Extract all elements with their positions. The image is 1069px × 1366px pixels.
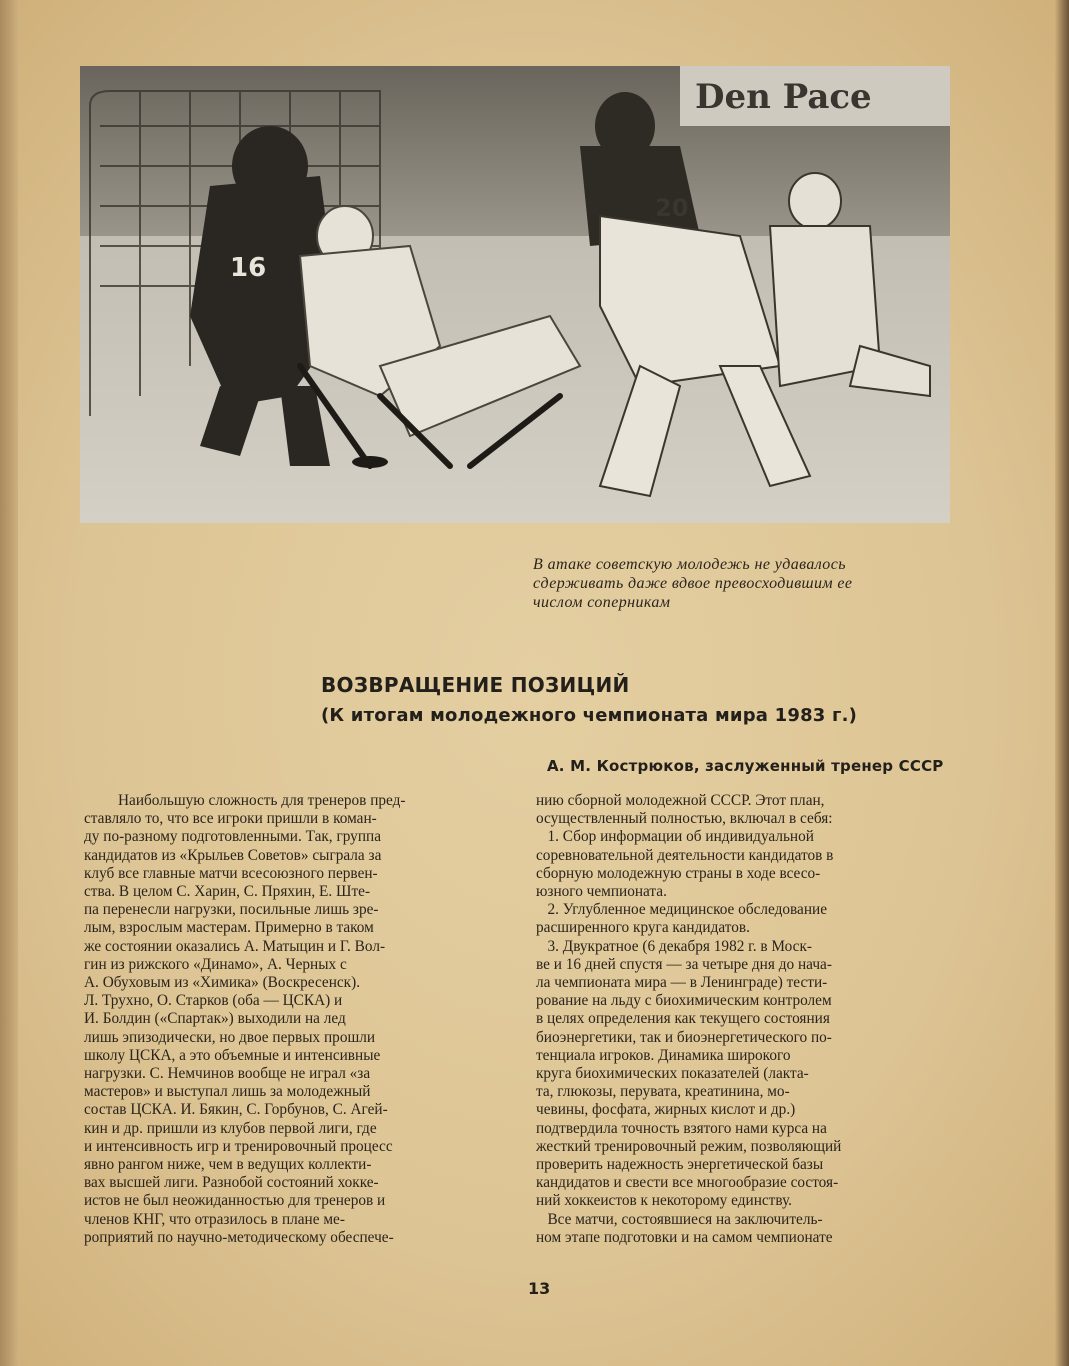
- page-edge: [1055, 0, 1069, 1366]
- text-line: ний хоккеистов к некоторому единству.: [536, 1192, 793, 1210]
- text-line: лым, взрослым мастерам. Примерно в таком: [84, 919, 374, 937]
- text-line: истов не был неожиданностью для тренеров и: [84, 1192, 386, 1210]
- text-line: 3. Двукратное (6 декабря 1982 г. в Моск-: [536, 937, 812, 955]
- hockey-photo: [80, 66, 950, 523]
- text-line: ве и 16 дней спустя — за четыре дня до нача-: [536, 955, 832, 973]
- text-line: биоэнергетики, так и биоэнергетического по-: [536, 1028, 832, 1046]
- article-subtitle: (К итогам молодежного чемпионата мира 1983 г.): [321, 705, 858, 726]
- text-line: осуществленный полностью, включал в себя:: [536, 810, 833, 828]
- text-line: юзного чемпионата.: [536, 883, 667, 901]
- jersey-number-20: 20: [655, 194, 689, 222]
- text-line: сборную молодежную страны в ходе всесо-: [536, 864, 821, 882]
- text-line: расширенного круга кандидатов.: [536, 919, 750, 937]
- text-line: состав ЦСКА. И. Бякин, С. Горбунов, С. Агей-: [84, 1101, 388, 1119]
- text-line: ду по-разному подготовленными. Так, группа: [84, 828, 381, 846]
- article-title: ВОЗВРАЩЕНИЕ ПОЗИЦИЙ: [321, 673, 630, 697]
- text-line: подтвердила точность взятого нами курса на: [536, 1119, 827, 1137]
- text-line: 1. Сбор информации об индивидуальной: [536, 828, 814, 846]
- banner-text: Den Pace: [695, 77, 872, 117]
- text-line: кандидатов и свести все многообразие состоя-: [536, 1174, 839, 1192]
- article-author: А. М. Кострюков, заслуженный тренер СССР: [547, 757, 944, 775]
- text-line: кин и др. пришли из клубов первой лиги, где: [84, 1119, 377, 1137]
- text-line: Л. Трухно, О. Старков (оба — ЦСКА) и: [84, 992, 343, 1010]
- text-line: ла чемпионата мира — в Ленинграде) тести-: [536, 974, 828, 992]
- text-line: проверить надежность энергетической базы: [536, 1156, 824, 1174]
- text-line: ном этапе подготовки и на самом чемпионате: [536, 1228, 833, 1246]
- text-line: 2. Углубленное медицинское обследование: [536, 901, 828, 919]
- text-line: та, глюкозы, перувата, креатинина, мо-: [536, 1083, 790, 1101]
- text-line: членов КНГ, что отразилось в плане ме-: [84, 1210, 345, 1228]
- hockey-photo-icon: [80, 66, 950, 523]
- text-line: клуб все главные матчи всесоюзного первен-: [84, 864, 378, 882]
- text-line: нагрузки. С. Немчинов вообще не играл «за: [84, 1065, 371, 1083]
- page-spine: [0, 0, 18, 1366]
- text-line: соревновательной деятельности кандидатов в: [536, 846, 834, 864]
- page-number: 13: [528, 1279, 551, 1298]
- text-line: Все матчи, состоявшиеся на заключитель-: [536, 1210, 823, 1228]
- text-line: роприятий по научно-методическому обеспече-: [84, 1228, 394, 1246]
- text-line: мастеров» и выступал лишь за молодежный: [84, 1083, 371, 1101]
- left-column: [84, 792, 512, 1247]
- text-line: рование на льду с биохимическим контролем: [536, 992, 832, 1010]
- text-line: жесткий тренировочный режим, позволяющий: [536, 1137, 842, 1155]
- text-line: школу ЦСКА, а это объемные и интенсивные: [84, 1046, 381, 1064]
- text-line: вах высшей лиги. Разнобой состояний хокке-: [84, 1174, 379, 1192]
- text-line: лишь эпизодически, но двое первых прошли: [84, 1028, 376, 1046]
- text-line: круга биохимических показателей (лакта-: [536, 1065, 809, 1083]
- text-line: же состоянии оказались А. Матыцин и Г. Вол-: [84, 937, 386, 955]
- text-line: И. Болдин («Спартак») выходили на лед: [84, 1010, 346, 1028]
- text-line: А. Обуховым из «Химика» (Воскресенск).: [84, 974, 361, 992]
- text-line: па перенесли нагрузки, посильные лишь зре-: [84, 901, 379, 919]
- text-line: нию сборной молодежной СССР. Этот план,: [536, 792, 825, 809]
- text-line: ставляло то, что все игроки пришли в коман-: [84, 810, 377, 828]
- text-line: гин из рижского «Динамо», А. Черных с: [84, 955, 347, 973]
- photo-caption: В атаке советскую молодежь не удавалось сдерживать даже вдвое превосходившим ее числом соперникам: [533, 556, 853, 611]
- right-column: [536, 792, 964, 1247]
- text-line: кандидатов из «Крыльев Советов» сыграла за: [84, 846, 382, 864]
- jersey-number-16: 16: [230, 253, 267, 283]
- text-line: ства. В целом С. Харин, С. Пряхин, Е. Ште-: [84, 883, 371, 901]
- text-line: в целях определения как текущего состояния: [536, 1010, 830, 1028]
- text-line: чевины, фосфата, жирных кислот и др.): [536, 1101, 796, 1119]
- text-line: тенциала игроков. Динамика широкого: [536, 1046, 791, 1064]
- text-line: Наибольшую сложность для тренеров пред-: [118, 792, 406, 809]
- text-line: и интенсивность игр и тренировочный процесс: [84, 1137, 393, 1155]
- text-line: явно рангом ниже, чем в ведущих коллекти-: [84, 1156, 372, 1174]
